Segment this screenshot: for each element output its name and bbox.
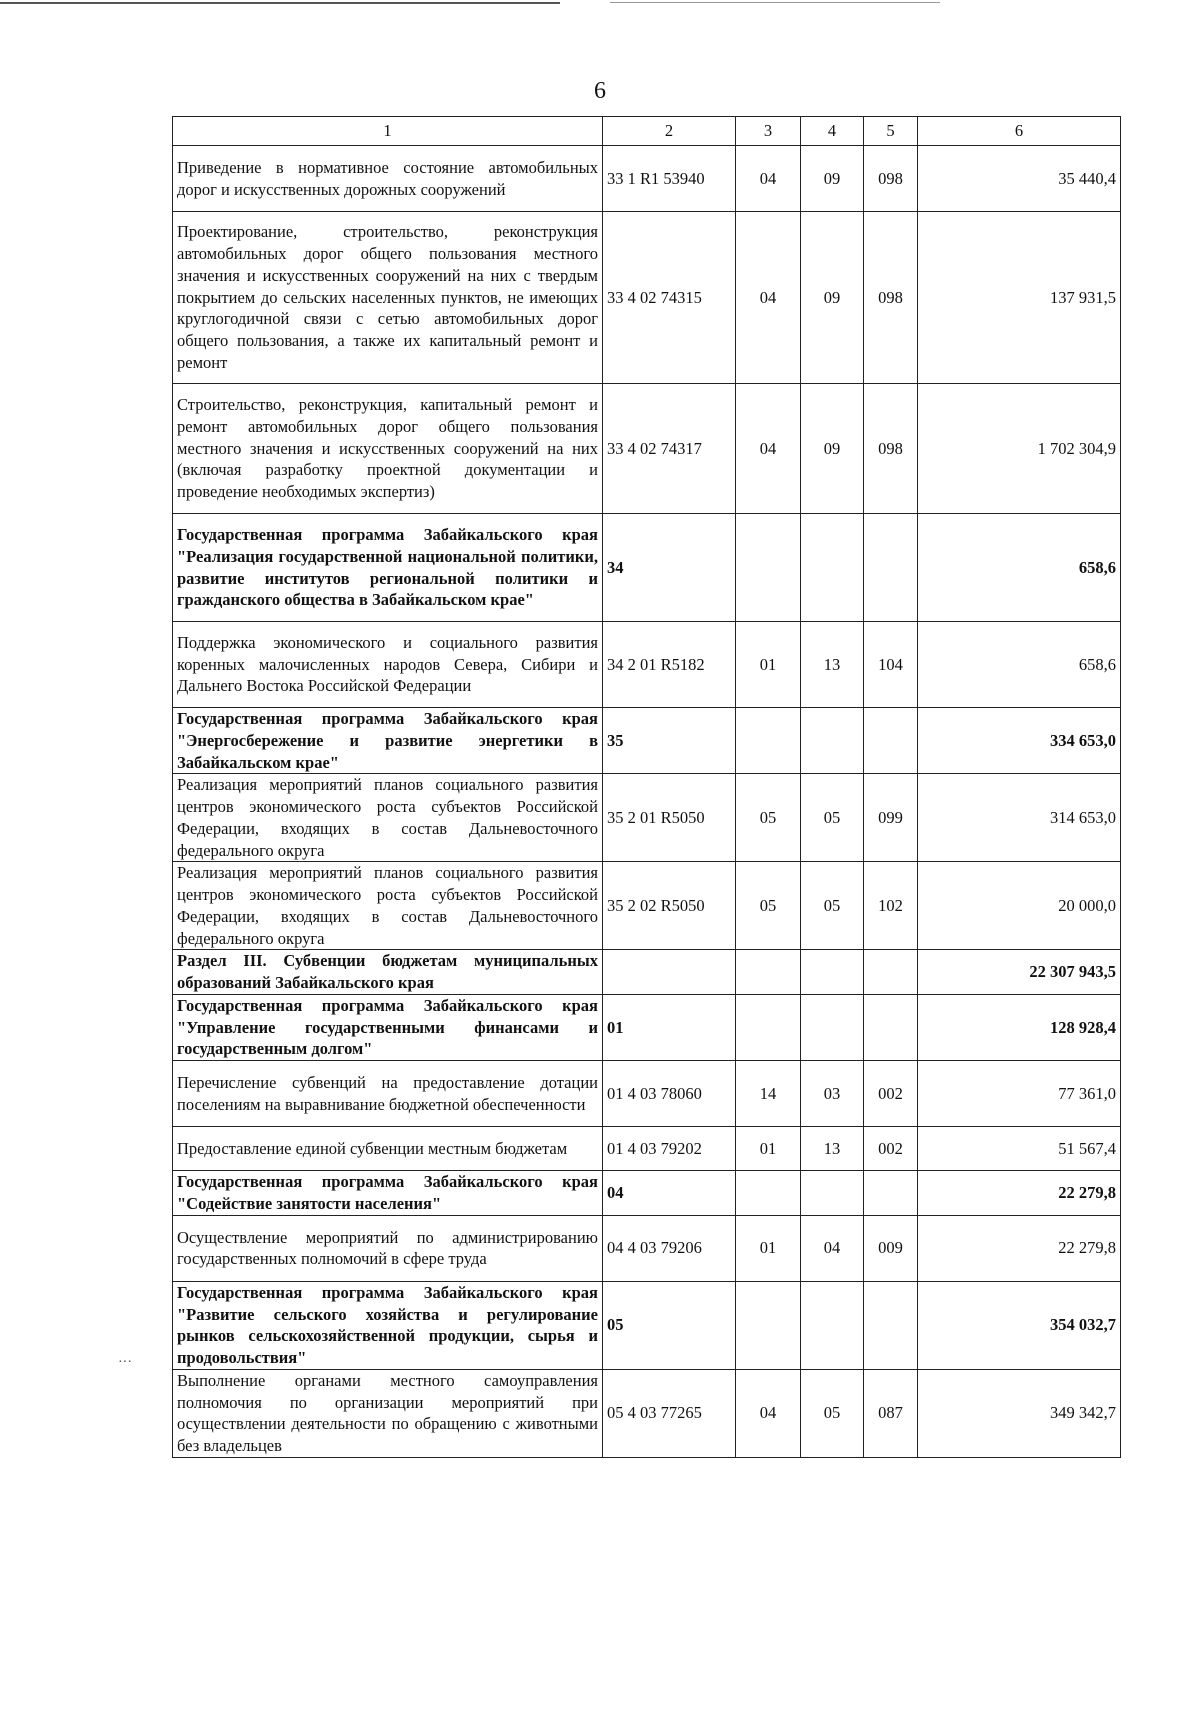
row-code-cell: 34 [603, 514, 736, 622]
row-subsection-cell [801, 994, 864, 1060]
table-row [173, 1369, 1121, 1457]
row-grbs-cell: 098 [864, 212, 918, 384]
row-name-cell: Проектирование, строительство, реконструкция автомобильных дорог общего пользования местного значения и искусственных сооружений на них с твердым покрытием до сельских населенных пунктов, не имеющих круглогодичной связи с сетью автомобильных дорог общего пользования, а также их капитальный ремонт и ремонт [173, 212, 603, 384]
column-header: 1 [173, 117, 603, 146]
row-name-cell: Государственная программа Забайкальского края "Энергосбережение и развитие энергетики в Забайкальском крае" [173, 708, 603, 774]
row-name-cell: Поддержка экономического и социального развития коренных малочисленных народов Севера, Сибири и Дальнего Востока Российской Федерации [173, 622, 603, 708]
row-name-cell: Государственная программа Забайкальского края "Управление государственными финансами и государственным долгом" [173, 994, 603, 1060]
table-row [173, 1281, 1121, 1369]
row-subsection-cell: 03 [801, 1061, 864, 1127]
row-section-cell: 04 [736, 212, 801, 384]
row-section-cell: 04 [736, 146, 801, 212]
row-grbs-cell [864, 1171, 918, 1216]
row-grbs-cell [864, 708, 918, 774]
row-grbs-cell: 002 [864, 1061, 918, 1127]
row-section-cell [736, 514, 801, 622]
row-subsection-cell [801, 1171, 864, 1216]
row-amount-cell: 349 342,7 [918, 1369, 1121, 1457]
table-header-row [173, 117, 1121, 146]
row-subsection-cell [801, 950, 864, 995]
row-code-cell: 01 [603, 994, 736, 1060]
row-grbs-cell: 009 [864, 1215, 918, 1281]
table-row [173, 514, 1121, 622]
row-name-cell: Реализация мероприятий планов социального развития центров экономического роста субъектов Российской Федерации, входящих в состав Дальневосточного федерального округа [173, 862, 603, 950]
table-row [173, 950, 1121, 995]
row-grbs-cell: 099 [864, 774, 918, 862]
row-grbs-cell: 098 [864, 384, 918, 514]
row-code-cell: 35 2 01 R5050 [603, 774, 736, 862]
column-header: 3 [736, 117, 801, 146]
row-section-cell: 14 [736, 1061, 801, 1127]
row-code-cell: 33 4 02 74317 [603, 384, 736, 514]
row-subsection-cell: 09 [801, 384, 864, 514]
row-code-cell: 05 4 03 77265 [603, 1369, 736, 1457]
row-amount-cell: 77 361,0 [918, 1061, 1121, 1127]
row-amount-cell: 51 567,4 [918, 1127, 1121, 1171]
budget-table [172, 116, 1121, 1458]
row-subsection-cell: 05 [801, 862, 864, 950]
row-amount-cell: 20 000,0 [918, 862, 1121, 950]
table-row [173, 146, 1121, 212]
row-subsection-cell: 13 [801, 622, 864, 708]
row-code-cell: 01 4 03 78060 [603, 1061, 736, 1127]
table-row [173, 862, 1121, 950]
row-name-cell: Перечисление субвенций на предоставление дотации поселениям на выравнивание бюджетной обеспеченности [173, 1061, 603, 1127]
row-code-cell: 33 4 02 74315 [603, 212, 736, 384]
row-grbs-cell [864, 950, 918, 995]
table-row [173, 774, 1121, 862]
row-amount-cell: 314 653,0 [918, 774, 1121, 862]
row-name-cell: Раздел III. Субвенции бюджетам муниципальных образований Забайкальского края [173, 950, 603, 995]
table-body [173, 146, 1121, 1458]
row-section-cell [736, 950, 801, 995]
row-subsection-cell [801, 514, 864, 622]
row-name-cell: Предоставление единой субвенции местным бюджетам [173, 1127, 603, 1171]
row-amount-cell: 1 702 304,9 [918, 384, 1121, 514]
row-section-cell: 05 [736, 862, 801, 950]
scan-edge-line-secondary [610, 2, 940, 3]
row-section-cell [736, 708, 801, 774]
row-grbs-cell [864, 514, 918, 622]
table-row [173, 212, 1121, 384]
row-code-cell: 33 1 R1 53940 [603, 146, 736, 212]
column-header: 2 [603, 117, 736, 146]
table-row [173, 994, 1121, 1060]
table-row [173, 1215, 1121, 1281]
row-amount-cell: 658,6 [918, 514, 1121, 622]
row-code-cell: 04 4 03 79206 [603, 1215, 736, 1281]
table-row [173, 384, 1121, 514]
row-section-cell: 05 [736, 774, 801, 862]
row-amount-cell: 354 032,7 [918, 1281, 1121, 1369]
table-row [173, 708, 1121, 774]
column-header: 4 [801, 117, 864, 146]
row-name-cell: Строительство, реконструкция, капитальный ремонт и ремонт автомобильных дорог общего пользования местного значения и искусственных сооружений на них (включая разработку проектной документации и проведение необходимых экспертиз) [173, 384, 603, 514]
row-amount-cell: 658,6 [918, 622, 1121, 708]
row-amount-cell: 22 279,8 [918, 1171, 1121, 1216]
row-grbs-cell: 002 [864, 1127, 918, 1171]
row-subsection-cell: 09 [801, 146, 864, 212]
row-code-cell: 35 2 02 R5050 [603, 862, 736, 950]
row-amount-cell: 334 653,0 [918, 708, 1121, 774]
row-amount-cell: 35 440,4 [918, 146, 1121, 212]
table-row [173, 622, 1121, 708]
row-code-cell [603, 950, 736, 995]
row-section-cell: 04 [736, 1369, 801, 1457]
row-section-cell [736, 994, 801, 1060]
row-subsection-cell: 09 [801, 212, 864, 384]
row-grbs-cell: 087 [864, 1369, 918, 1457]
row-section-cell [736, 1281, 801, 1369]
row-name-cell: Государственная программа Забайкальского края "Развитие сельского хозяйства и регулирование рынков сельскохозяйственной продукции, сырья и продовольствия" [173, 1281, 603, 1369]
row-code-cell: 05 [603, 1281, 736, 1369]
row-amount-cell: 22 307 943,5 [918, 950, 1121, 995]
row-subsection-cell: 04 [801, 1215, 864, 1281]
row-code-cell: 01 4 03 79202 [603, 1127, 736, 1171]
column-header: 6 [918, 117, 1121, 146]
row-name-cell: Приведение в нормативное состояние автомобильных дорог и искусственных дорожных сооружений [173, 146, 603, 212]
row-subsection-cell: 05 [801, 774, 864, 862]
table-row [173, 1127, 1121, 1171]
column-header: 5 [864, 117, 918, 146]
row-section-cell [736, 1171, 801, 1216]
row-grbs-cell: 102 [864, 862, 918, 950]
row-code-cell: 35 [603, 708, 736, 774]
row-subsection-cell: 13 [801, 1127, 864, 1171]
row-grbs-cell: 104 [864, 622, 918, 708]
row-grbs-cell [864, 1281, 918, 1369]
table-row [173, 1171, 1121, 1216]
page-number: 6 [594, 78, 606, 104]
row-section-cell: 04 [736, 384, 801, 514]
row-subsection-cell [801, 708, 864, 774]
row-section-cell: 01 [736, 622, 801, 708]
row-code-cell: 34 2 01 R5182 [603, 622, 736, 708]
row-amount-cell: 128 928,4 [918, 994, 1121, 1060]
row-code-cell: 04 [603, 1171, 736, 1216]
row-name-cell: Выполнение органами местного самоуправления полномочия по организации мероприятий при осуществлении деятельности по обращению с животными без владельцев [173, 1369, 603, 1457]
row-grbs-cell [864, 994, 918, 1060]
row-name-cell: Государственная программа Забайкальского края "Содействие занятости населения" [173, 1171, 603, 1216]
row-subsection-cell: 05 [801, 1369, 864, 1457]
margin-mark: ··· [118, 1355, 132, 1370]
row-name-cell: Осуществление мероприятий по администрированию государственных полномочий в сфере труда [173, 1215, 603, 1281]
scan-edge-line [0, 2, 560, 4]
row-amount-cell: 22 279,8 [918, 1215, 1121, 1281]
table-row [173, 1061, 1121, 1127]
row-amount-cell: 137 931,5 [918, 212, 1121, 384]
row-section-cell: 01 [736, 1127, 801, 1171]
row-section-cell: 01 [736, 1215, 801, 1281]
row-name-cell: Государственная программа Забайкальского края "Реализация государственной национальной политики, развитие институтов региональной политики и гражданского общества в Забайкальском крае" [173, 514, 603, 622]
row-grbs-cell: 098 [864, 146, 918, 212]
row-subsection-cell [801, 1281, 864, 1369]
row-name-cell: Реализация мероприятий планов социального развития центров экономического роста субъектов Российской Федерации, входящих в состав Дальневосточного федерального округа [173, 774, 603, 862]
